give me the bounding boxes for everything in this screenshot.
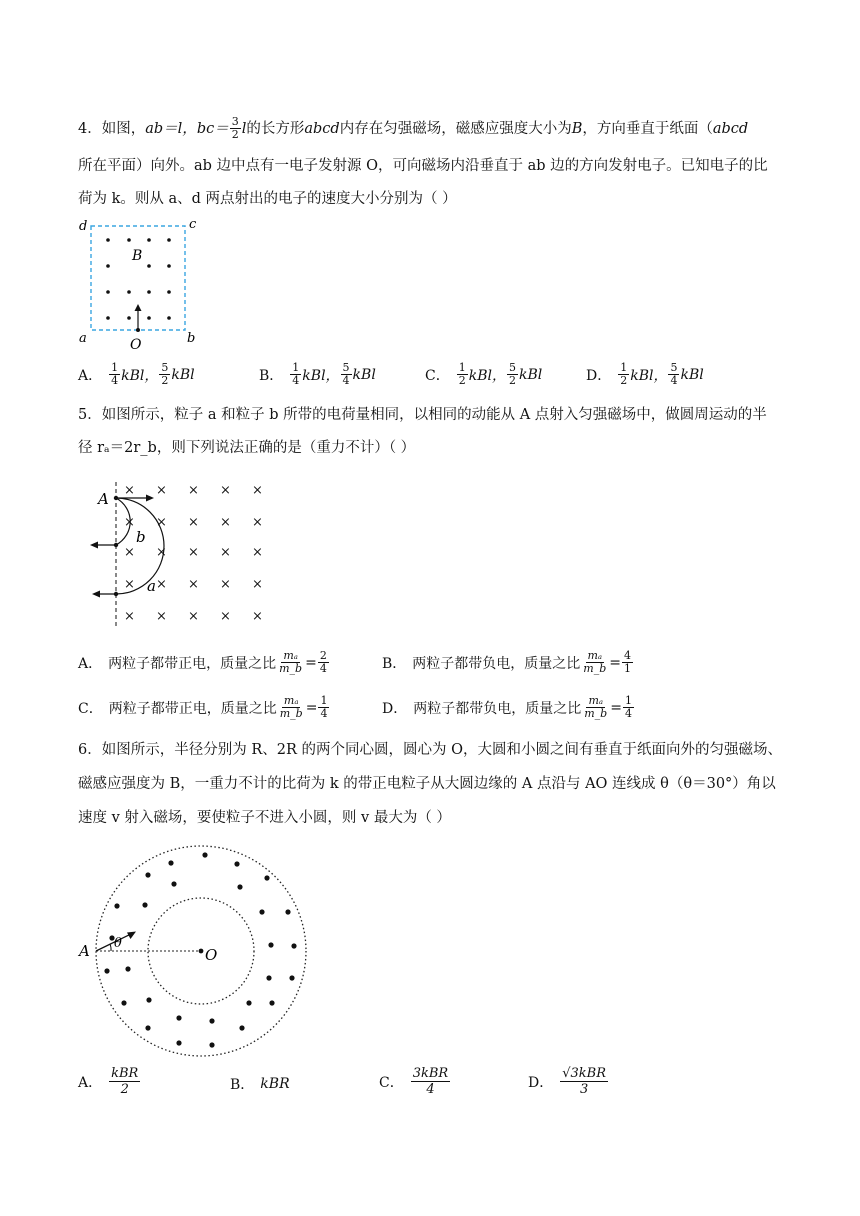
q4-bc-unit: l — [241, 120, 247, 137]
q4-option-b[interactable]: B． $\frac{1}{4}$ kBl， $\frac{5}{4}$ kBl — [259, 361, 376, 387]
q4-line2: 所在平面）向外。ab 边中点有一电子发射源 O，可向磁场内沿垂直于 ab 边的方向发射电子。已知电子的比 — [78, 158, 768, 174]
q5-label-b: b — [136, 528, 146, 546]
q5-option-b[interactable]: B． 两粒子都带负电，质量之比 $\frac{\text{mₐ}}{m\_b}$ = $\frac{4}{1}$ — [382, 649, 632, 675]
q6-line2: 磁感应强度为 B，一重力不计的比荷为 k 的带正电粒子从大圆边缘的 A 点沿与 AO 连线成 θ（θ＝30°）角以 — [78, 776, 776, 792]
q4-text-b: 的长方形 — [246, 120, 305, 137]
q5-label-A: A — [98, 490, 109, 508]
q4-option-a[interactable]: A． $\frac{1}{4}$ kBl， $\frac{5}{2}$ kBl — [78, 361, 195, 387]
q4-text-d: ，方向垂直于纸面（ — [582, 120, 713, 137]
q5-exit-b-arrow-head-icon — [90, 542, 98, 549]
svg-text:×: × — [252, 577, 263, 592]
q4-line3: 荷为 k。则从 a、d 两点射出的电子的速度大小分别为（ ） — [78, 191, 457, 207]
q5-label-a: a — [147, 577, 156, 595]
q6-option-c[interactable]: C． $\frac{\text{3kBR}}{4}$ — [379, 1066, 449, 1097]
q6-label-theta: θ — [114, 936, 122, 951]
q4-label-c: c — [189, 217, 197, 232]
q4-B: B — [571, 120, 583, 137]
svg-text:×: × — [188, 483, 199, 498]
svg-text:×: × — [252, 483, 263, 498]
q5-point-b-exit — [114, 543, 118, 547]
svg-text:×: × — [188, 545, 199, 560]
q6-option-b[interactable]: B． kBR — [230, 1076, 290, 1093]
q6-center-O — [199, 949, 204, 954]
q4-figure — [74, 212, 204, 352]
svg-text:×: × — [220, 577, 231, 592]
svg-text:×: × — [252, 609, 263, 624]
svg-text:×: × — [252, 515, 263, 530]
q5-point-a-exit — [114, 592, 118, 596]
q6-angle-arc — [110, 944, 111, 951]
svg-text:×: × — [124, 545, 135, 560]
q6-line3: 速度 v 射入磁场，要使粒子不进入小圆，则 v 最大为（ ） — [78, 810, 451, 826]
q6-line1: 6．如图所示，半径分别为 R、2R 的两个同心圆，圆心为 O，大圆和小圆之间有垂直于纸面向外的匀强磁场、 — [78, 742, 782, 758]
svg-text:×: × — [124, 577, 135, 592]
svg-text:×: × — [156, 515, 167, 530]
q5-option-a[interactable]: A． 两粒子都带正电，质量之比 $\frac{\text{mₐ}}{m\_b}$ = $\frac{2}{4}$ — [78, 649, 327, 675]
svg-text:×: × — [156, 545, 167, 560]
q5-option-c[interactable]: C． 两粒子都带正电，质量之比 $\frac{\text{mₐ}}{m\_b}$ = $\frac{1}{4}$ — [78, 694, 328, 720]
q5-line2: 径 rₐ＝2r_b，则下列说法正确的是（重力不计）（ ） — [78, 440, 416, 456]
q4-bc-fraction: $\frac{3}{2}$ — [231, 115, 239, 141]
q4-label-O: O — [130, 337, 142, 352]
q5-point-A — [114, 496, 118, 500]
q4-ab-eq: ab＝l， — [145, 120, 197, 137]
q4-option-d[interactable]: D． $\frac{1}{2}$ kBl， $\frac{5}{4}$ kBl — [586, 361, 704, 387]
q4-number: 4． — [78, 120, 102, 137]
svg-text:×: × — [220, 515, 231, 530]
q4-label-a: a — [79, 331, 87, 346]
svg-text:×: × — [252, 545, 263, 560]
svg-text:×: × — [124, 483, 135, 498]
q6-option-a[interactable]: A． $\frac{\text{kBR}}{2}$ — [78, 1066, 139, 1097]
q4-label-B: B — [132, 248, 143, 264]
q5-option-d[interactable]: D． 两粒子都带负电，质量之比 $\frac{\text{mₐ}}{m\_b}$ = $\frac{1}{4}$ — [382, 694, 632, 720]
q6-label-A: A — [79, 942, 90, 960]
svg-text:×: × — [188, 609, 199, 624]
q6-option-d[interactable]: D． $\frac{\text{√3kBR}}{3}$ — [528, 1066, 607, 1097]
q4-arrow-head-icon — [135, 304, 142, 311]
q5-line1: 5．如图所示，粒子 a 和粒子 b 所带的电荷量相同，以相同的动能从 A 点射入匀强磁场中，做圆周运动的半 — [78, 407, 767, 423]
q5-entry-arrow-head-icon — [146, 495, 154, 502]
svg-text:×: × — [220, 483, 231, 498]
svg-text:×: × — [156, 609, 167, 624]
svg-text:×: × — [156, 577, 167, 592]
q5-field-crosses — [124, 483, 263, 624]
svg-text:×: × — [220, 609, 231, 624]
svg-text:×: × — [188, 577, 199, 592]
q4-line1 — [78, 116, 748, 141]
q4-text-c: 内存在匀强磁场，磁感应强度大小为 — [339, 120, 572, 137]
svg-text:×: × — [124, 609, 135, 624]
q5-figure — [84, 478, 284, 628]
q5-exit-a-arrow-head-icon — [92, 591, 100, 598]
svg-text:×: × — [188, 515, 199, 530]
q4-abcd: abcd — [304, 120, 340, 137]
q4-abcd-2: abcd — [712, 120, 749, 137]
q4-label-d: d — [79, 219, 88, 234]
q4-option-c[interactable]: C． $\frac{1}{2}$ kBl， $\frac{5}{2}$ kBl — [425, 361, 543, 387]
q6-figure — [74, 838, 314, 1063]
q4-label-b: b — [187, 331, 196, 346]
svg-text:×: × — [220, 545, 231, 560]
q4-bc-eq: bc＝ — [196, 120, 229, 137]
q4-text-a: 如图， — [101, 120, 146, 137]
q6-label-O: O — [205, 946, 218, 964]
svg-text:×: × — [156, 483, 167, 498]
svg-text:×: × — [124, 515, 135, 530]
q4-source-point — [136, 328, 140, 332]
